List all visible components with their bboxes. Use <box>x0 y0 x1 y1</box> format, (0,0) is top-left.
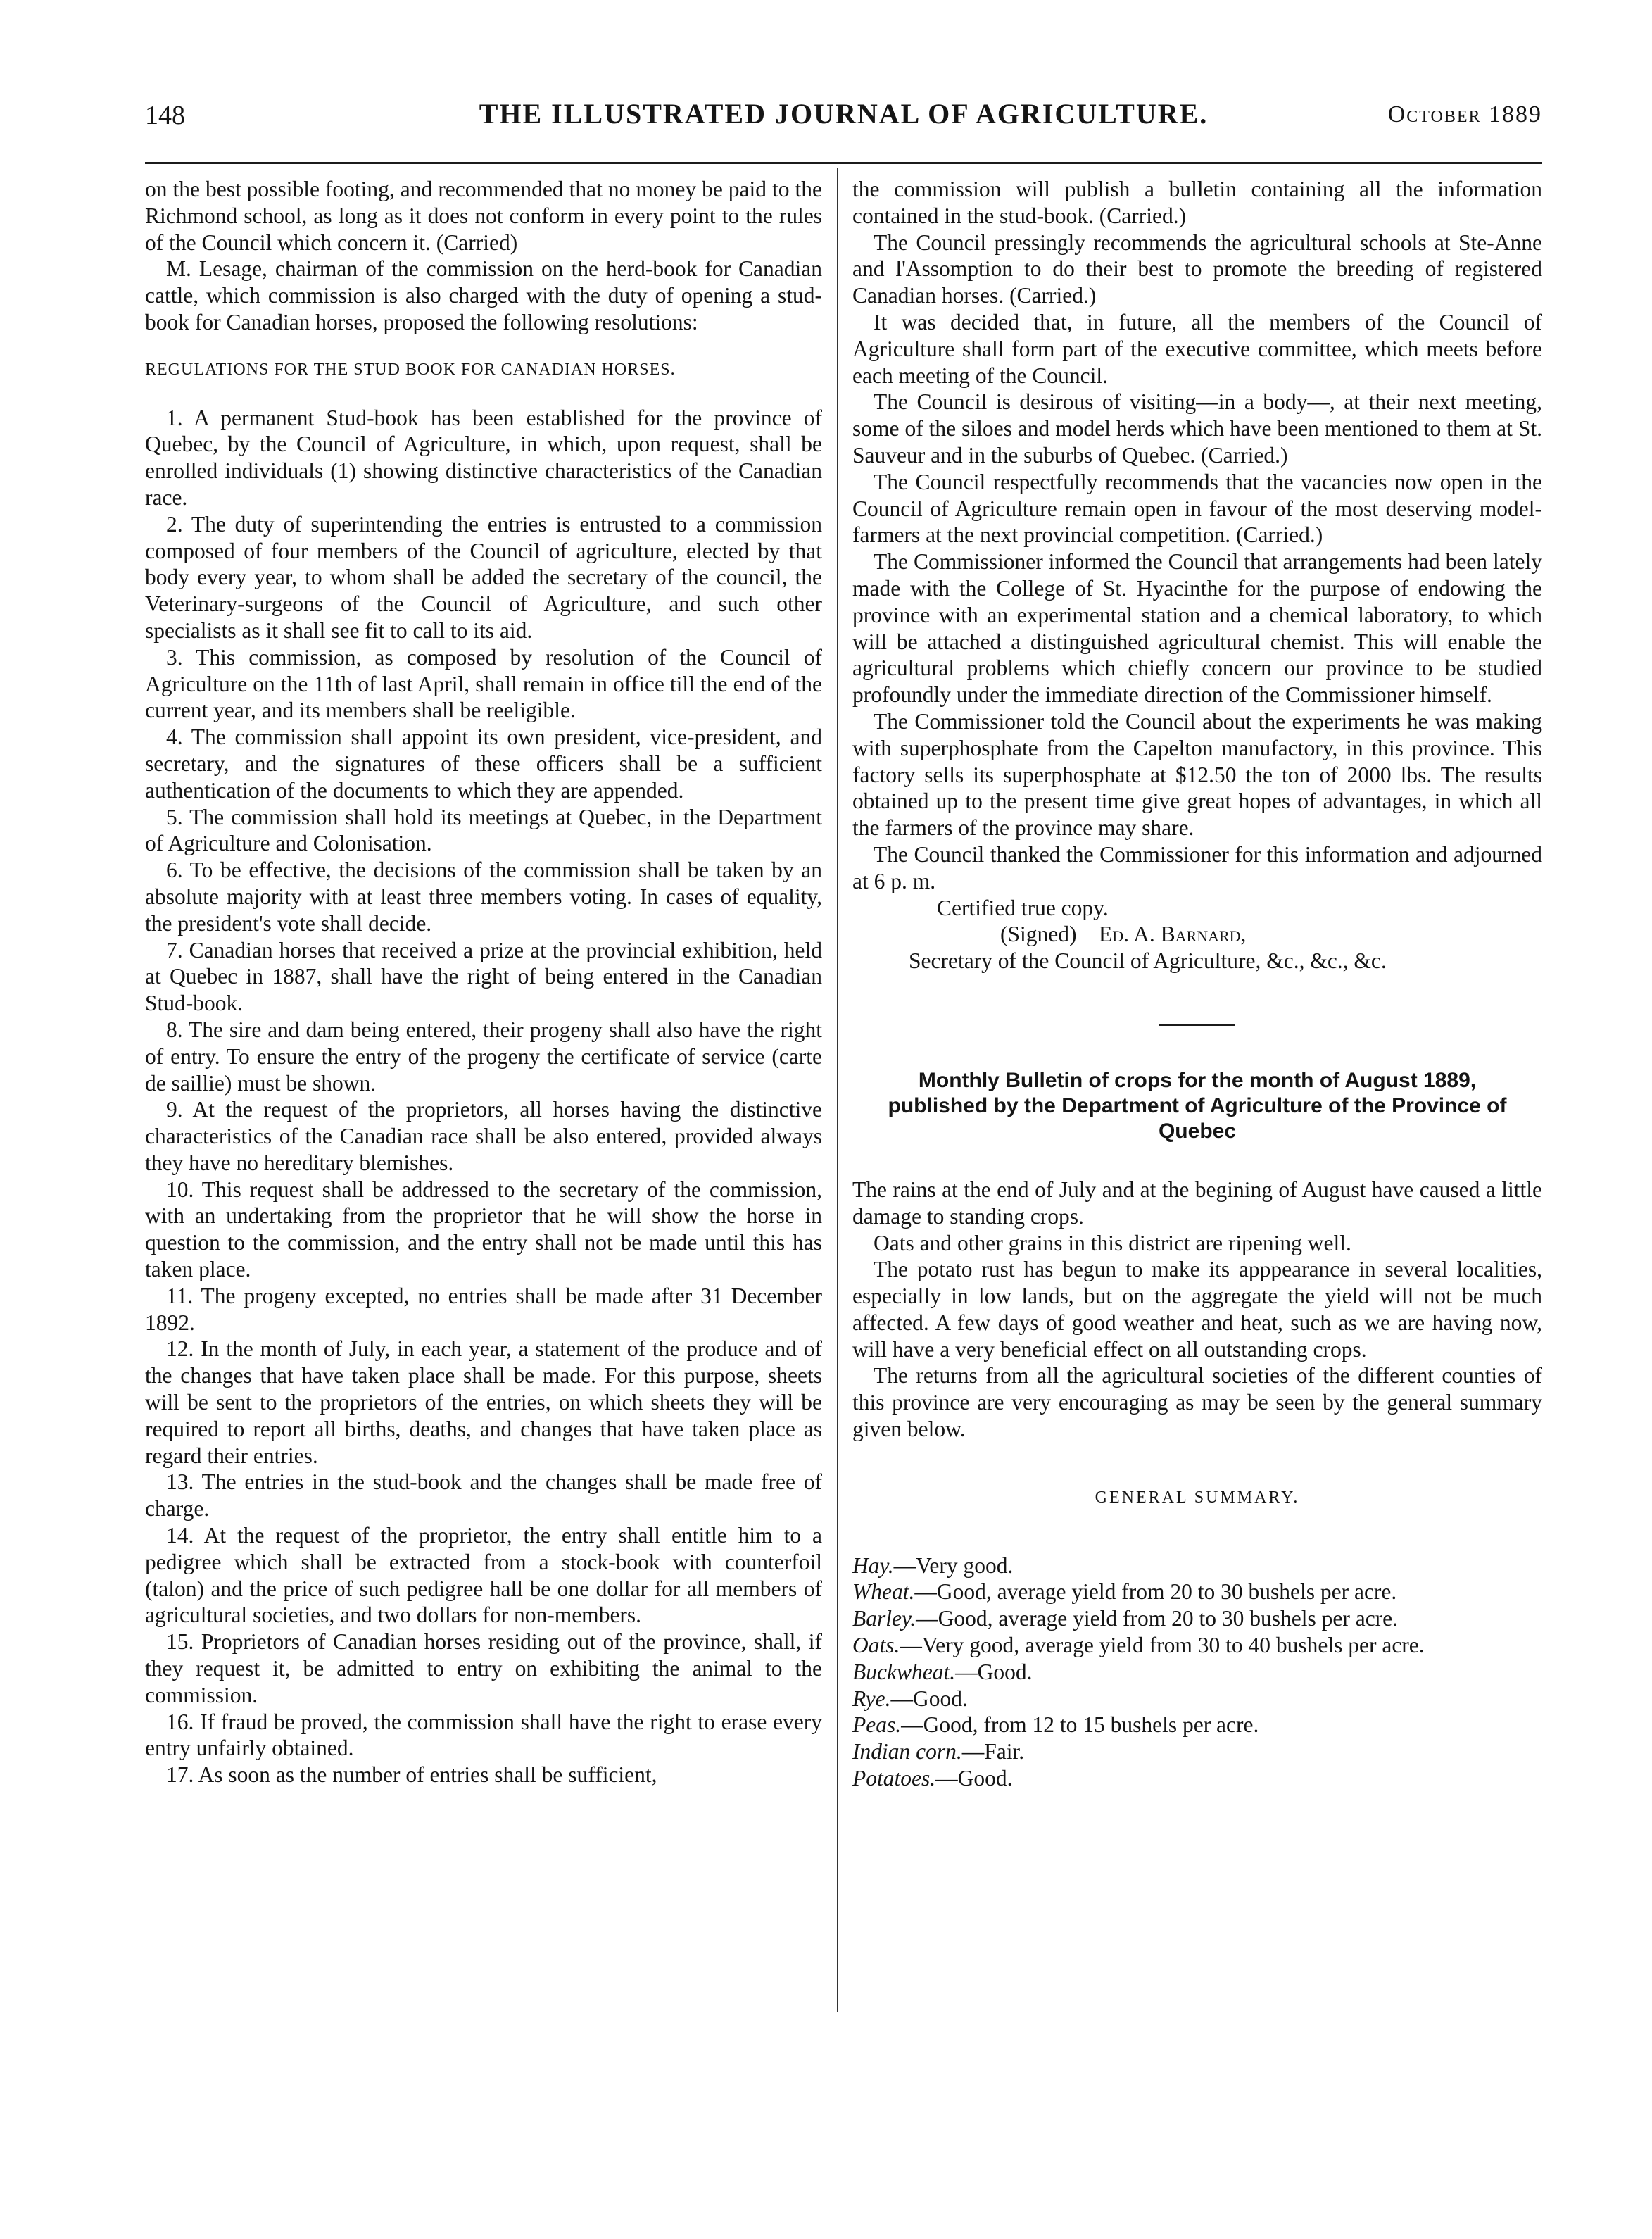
crop-name: Rye. <box>852 1686 891 1711</box>
minutes-paragraph: The Commissioner informed the Council that arrangements had been lately made with the College of St. Hyacinthe for the purpose of endowing the province with an experimental station and a chemical laboratory, to which will be attached a distinguished agricultural chemist. This will enable the agricultural problems which chiefly concern our province to be studied profoundly under the immediate direction of the Commissioner himself. <box>852 549 1542 708</box>
journal-title: THE ILLUSTRATED JOURNAL OF AGRICULTURE. <box>479 98 1209 130</box>
intro-paragraph: on the best possible footing, and recommended that no money be paid to the Richmond school, as long as it does not conform in every point to the rules of the Council which concern it. (Carried) <box>145 177 822 255</box>
signer-name: Ed. A. Barnard, <box>1098 922 1247 947</box>
header-rule <box>145 162 1542 164</box>
crop-item <box>852 1632 1542 1659</box>
regulation-item: 7. Canadian horses that received a prize at the provincial exhibition, held at Quebec in 1887, shall have the right of being entered in the Canadian Stud-book. <box>145 937 822 1016</box>
crop-item <box>852 1659 1542 1686</box>
crop-item <box>852 1579 1542 1605</box>
left-column <box>145 176 822 1788</box>
bulletin-paragraph: The rains at the end of July and at the begining of August have caused a little damage to standing crops. <box>852 1177 1542 1229</box>
regulation-item: 6. To be effective, the decisions of the commission shall be taken by an absolute majority with at least three members voting. In cases of equality, the president's vote shall decide. <box>145 858 822 936</box>
minutes-paragraph: The Commissioner told the Council about the experiments he was making with superphosphate from the Capelton manufactory, in this province. This factory sells its superphosphate at $12.50 the ton of 2000 lbs. The results obtained up to the present time give great hopes of advantages, in which all the farmers of the province may share. <box>852 708 1542 841</box>
crop-report: —Good, from 12 to 15 bushels per acre. <box>901 1712 1259 1738</box>
regulations-list <box>145 405 822 1788</box>
regulation-item: 8. The sire and dam being entered, their progeny shall also have the right of entry. To ensure the entry of the progeny the certificate of service (carte de saillie) must be shown. <box>145 1017 822 1096</box>
crop-item <box>852 1712 1542 1738</box>
crop-report: —Fair. <box>961 1739 1025 1764</box>
crop-name: Hay. <box>852 1553 894 1578</box>
bulletin-paragraph: Oats and other grains in this district are ripening well. <box>874 1230 1351 1255</box>
page-header <box>145 97 1542 132</box>
crop-report: —Very good. <box>893 1553 1014 1578</box>
page-number: 148 <box>145 101 185 130</box>
bulletin-paragraph: The potato rust has begun to make its apppearance in several localities, especially in low lands, but on the aggregate the yield will not be much affected. A few days of good weather and heat, such as we are having now, will have a very beneficial effect on all outstanding crops. <box>852 1257 1542 1362</box>
crop-item <box>852 1686 1542 1712</box>
regulations-subheading: REGULATIONS FOR THE STUD BOOK FOR CANADIAN HORSES. <box>145 360 676 379</box>
signer-role: Secretary of the Council of Agriculture, &c., &c., &c. <box>909 948 1387 974</box>
regulation-item: 14. At the request of the proprietor, the entry shall entitle him to a pedigree which shall be extracted from a stock-book with counterfoil (talon) and the price of such pedigree hall be one dollar for all members of agricultural societies, and two dollars for non-members. <box>145 1523 822 1628</box>
issue-date: October 1889 <box>1387 101 1542 127</box>
crop-report: —Good. <box>955 1659 1033 1684</box>
crop-item <box>852 1738 1542 1765</box>
bulletin-paragraph: The returns from all the agricultural societies of the different counties of this province are very encouraging as may be seen by the general summary given below. <box>852 1363 1542 1442</box>
certified-line: Certified true copy. <box>937 895 1109 920</box>
regulation-item: 10. This request shall be addressed to the secretary of the commission, with an undertaking from the proprietor that he will show the horse in question to the commission, and the entry shall not be made until this has taken place. <box>145 1177 822 1282</box>
minutes-paragraph: the commission will publish a bulletin containing all the information contained in the stud-book. (Carried.) <box>852 177 1542 228</box>
crop-name: Buckwheat. <box>852 1659 956 1684</box>
regulation-item: 1. A permanent Stud-book has been established for the province of Quebec, by the Council of Agriculture, in which, upon request, shall be enrolled individuals (1) showing distinctive characteristics of the Canadian race. <box>145 405 822 510</box>
regulation-item: 15. Proprietors of Canadian horses residing out of the province, shall, if they request it, be admitted to entry on exhibiting the animal to the commission. <box>145 1629 822 1707</box>
bulletin-title: Monthly Bulletin of crops for the month of August 1889, published by the Department of Agriculture of the Province of Quebec <box>888 1068 1507 1143</box>
minutes-paragraph: The Council thanked the Commissioner for this information and adjourned at 6 p. m. <box>852 841 1542 893</box>
crop-item <box>852 1553 1542 1579</box>
regulation-item: 5. The commission shall hold its meetings at Quebec, in the Department of Agriculture and Colonisation. <box>145 804 822 856</box>
crop-name: Oats. <box>852 1633 900 1658</box>
crop-report: —Good. <box>890 1686 968 1711</box>
crop-name: Potatoes. <box>852 1766 936 1791</box>
crop-name: Wheat. <box>852 1579 915 1605</box>
crop-report: —Good. <box>935 1766 1013 1791</box>
crop-report: —Very good, average yield from 30 to 40 bushels per acre. <box>900 1633 1425 1658</box>
crop-name: Indian corn. <box>852 1739 962 1764</box>
regulation-item: 3. This commission, as composed by resolution of the Council of Agriculture on the 11th of last April, shall remain in office till the end of the current year, and its members shall be reeligible. <box>145 644 822 723</box>
general-summary-heading: GENERAL SUMMARY. <box>1095 1488 1300 1507</box>
minutes-paragraph: The Council pressingly recommends the agricultural schools at Ste-Anne and l'Assomption to do their best to promote the breeding of registered Canadian horses. (Carried.) <box>852 230 1542 308</box>
minutes-paragraph: The Council is desirous of visiting—in a body—, at their next meeting, some of the siloes and model herds which have been mentioned to them at St. Sauveur and in the suburbs of Quebec. (Carried.) <box>852 389 1542 468</box>
crop-report: —Good, average yield from 20 to 30 bushels per acre. <box>914 1579 1397 1605</box>
certification-block <box>852 895 1542 974</box>
minutes-paragraph: It was decided that, in future, all the members of the Council of Agriculture shall form part of the executive committee, which meets before each meeting of the Council. <box>852 309 1542 388</box>
crop-report: —Good, average yield from 20 to 30 bushels per acre. <box>916 1606 1399 1631</box>
crop-item <box>852 1765 1542 1792</box>
regulation-item: 17. As soon as the number of entries shall be sufficient, <box>166 1762 657 1788</box>
right-column <box>852 176 1542 1792</box>
section-divider <box>1159 1024 1235 1026</box>
regulation-item: 12. In the month of July, in each year, a statement of the produce and of the changes that have taken place shall be made. For this purpose, sheets will be sent to the proprietors of the entries, on which sheets they will be required to report all births, deaths, and changes that have taken place as regard their entries. <box>145 1336 822 1468</box>
regulation-item: 2. The duty of superintending the entries is entrusted to a commission composed of four members of the Council of agriculture, elected by that body every year, to whom shall be added the secretary of the council, the Veterinary-surgeons of the Council of Agriculture, and such other specialists as it shall see fit to call to its aid. <box>145 511 822 643</box>
column-divider <box>837 168 838 2012</box>
regulation-item: 16. If fraud be proved, the commission shall have the right to erase every entry unfairly obtained. <box>145 1709 822 1761</box>
crop-list <box>852 1553 1542 1792</box>
crop-name: Peas. <box>852 1712 902 1738</box>
regulation-item: 9. At the request of the proprietors, all horses having the distinctive characteristics of the Canadian race shall be also entered, provided always they have no hereditary blemishes. <box>145 1097 822 1175</box>
minutes-paragraph: The Council respectfully recommends that the vacancies now open in the Council of Agriculture remain open in favour of the most deserving model-farmers at the next provincial competition. (Carried.) <box>852 469 1542 548</box>
crop-item <box>852 1605 1542 1632</box>
regulation-item: 13. The entries in the stud-book and the changes shall be made free of charge. <box>145 1469 822 1522</box>
intro-paragraph: M. Lesage, chairman of the commission on the herd-book for Canadian cattle, which commission is also charged with the duty of opening a stud-book for Canadian horses, proposed the following resolutions: <box>145 256 822 334</box>
crop-name: Barley. <box>852 1606 916 1631</box>
regulation-item: 11. The progeny excepted, no entries shall be made after 31 December 1892. <box>145 1283 822 1335</box>
regulation-item: 4. The commission shall appoint its own president, vice-president, and secretary, and the signatures of these officers shall be a sufficient authentication of the documents to which they are appended. <box>145 725 822 803</box>
signature-line <box>852 921 1542 948</box>
signed-label: (Signed) <box>1000 922 1077 947</box>
